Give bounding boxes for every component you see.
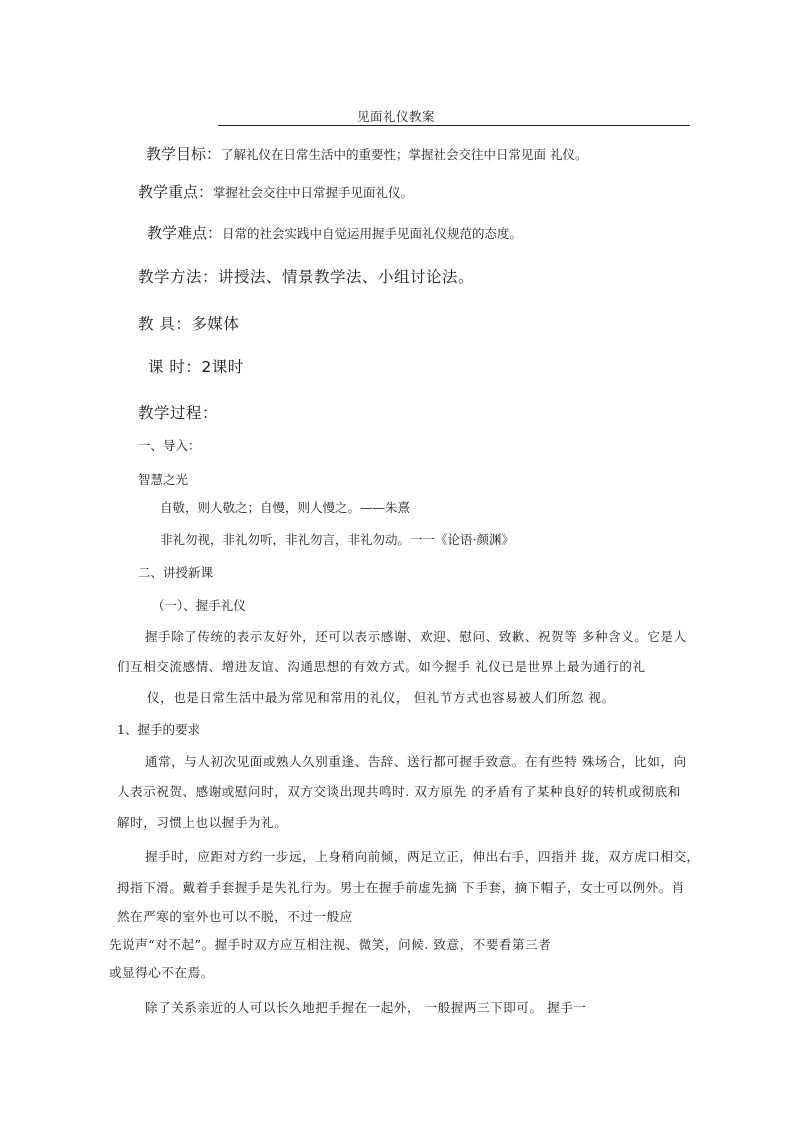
section-1-heading: 一、导入： xyxy=(138,438,201,453)
paragraph-line: 解时，习惯上也以握手为礼。 xyxy=(117,815,288,830)
paragraph-line: 或显得心不在焉。 xyxy=(109,965,214,980)
teaching-process-heading: 教学过程： xyxy=(138,404,219,422)
paragraph-line: 握手除了传统的表示友好外，还可以表示感谢、欢迎、慰问、致歉、祝贺等 多种含义。它是人 xyxy=(145,629,687,644)
teaching-goal-label: 教学目标： xyxy=(146,145,222,163)
paragraph-line: 先说声“对不起”。握手时双方应互相注视、微笑，问候. 致意，不要看第三者 xyxy=(109,937,552,952)
handshake-etiquette-heading: （一）、握手礼仪 xyxy=(152,598,246,613)
paragraph-line: 然在严寒的室外也可以不脱，不过一般应 xyxy=(117,909,353,924)
class-hours: 课 时：2课时 xyxy=(148,358,244,376)
paragraph-line: 除了关系亲近的人可以长久地把手握在一起外， 一般握两三下即可。 握手一 xyxy=(145,1000,587,1015)
teaching-method: 教学方法：讲授法、情景教学法、小组讨论法。 xyxy=(138,268,475,286)
title-underline xyxy=(218,125,690,126)
quote-lunyu: 非礼勿视，非礼勿听，非礼勿言，非礼勿动。一一《论语·颜渊》 xyxy=(160,532,514,547)
teaching-tools: 教 具：多媒体 xyxy=(138,315,240,333)
paragraph-line: 仪，也是日常生活中最为常见和常用的礼仪， 但礼节方式也容易被人们所忽 视。 xyxy=(147,690,615,705)
paragraph-line: 们互相交流感情、增进友谊、沟通思想的有效方式。如今握手 礼仪已是世界上最为通行的礼 xyxy=(117,659,646,674)
wisdom-heading: 智慧之光 xyxy=(138,472,189,487)
paragraph-line: 人表示祝贺、感谢或慰问时，双方交谈出现共鸣时. 双方原先 的矛盾有了某种良好的转机或彻底和 xyxy=(117,784,681,799)
document-title: 见面礼仪教案 xyxy=(357,109,436,124)
paragraph-line: 通常，与人初次见面或熟人久别重逢、告辞、送行都可握手致意。在有些特 殊场合，比如，向 xyxy=(145,754,687,769)
teaching-goal xyxy=(146,143,588,164)
handshake-requirements-heading: 1、握手的要求 xyxy=(117,722,200,737)
quote-zhuxi: 自敬，则人敬之；自慢，则人慢之。——朱熹 xyxy=(160,500,411,515)
paragraph-line: 拇指下滑。戴着手套握手是失礼行为。男士在握手前虚先摘 下手套，摘下帽子，女士可以例外。肖 xyxy=(117,880,685,895)
teaching-difficulty xyxy=(147,222,522,243)
teaching-goal-text: 了解礼仪在日常生活中的重要性；掌握社会交往中日常见面 礼仪。 xyxy=(221,147,588,162)
section-2-heading: 二、讲授新课 xyxy=(138,565,214,580)
teaching-difficulty-text: 日常的社会实践中自觉运用握手见面礼仪规范的态度。 xyxy=(222,226,523,241)
teaching-difficulty-label: 教学难点： xyxy=(147,224,223,242)
teaching-key-point-label: 教学重点： xyxy=(138,183,214,201)
paragraph-line: 握手时，应距对方约一步远，上身稍向前倾，两足立正，伸出右手，四指并 拢，双方虎口相交， xyxy=(145,849,700,864)
teaching-key-point-text: 掌握社会交往中日常握手见面礼仪。 xyxy=(213,185,414,200)
teaching-key-point xyxy=(138,181,413,202)
